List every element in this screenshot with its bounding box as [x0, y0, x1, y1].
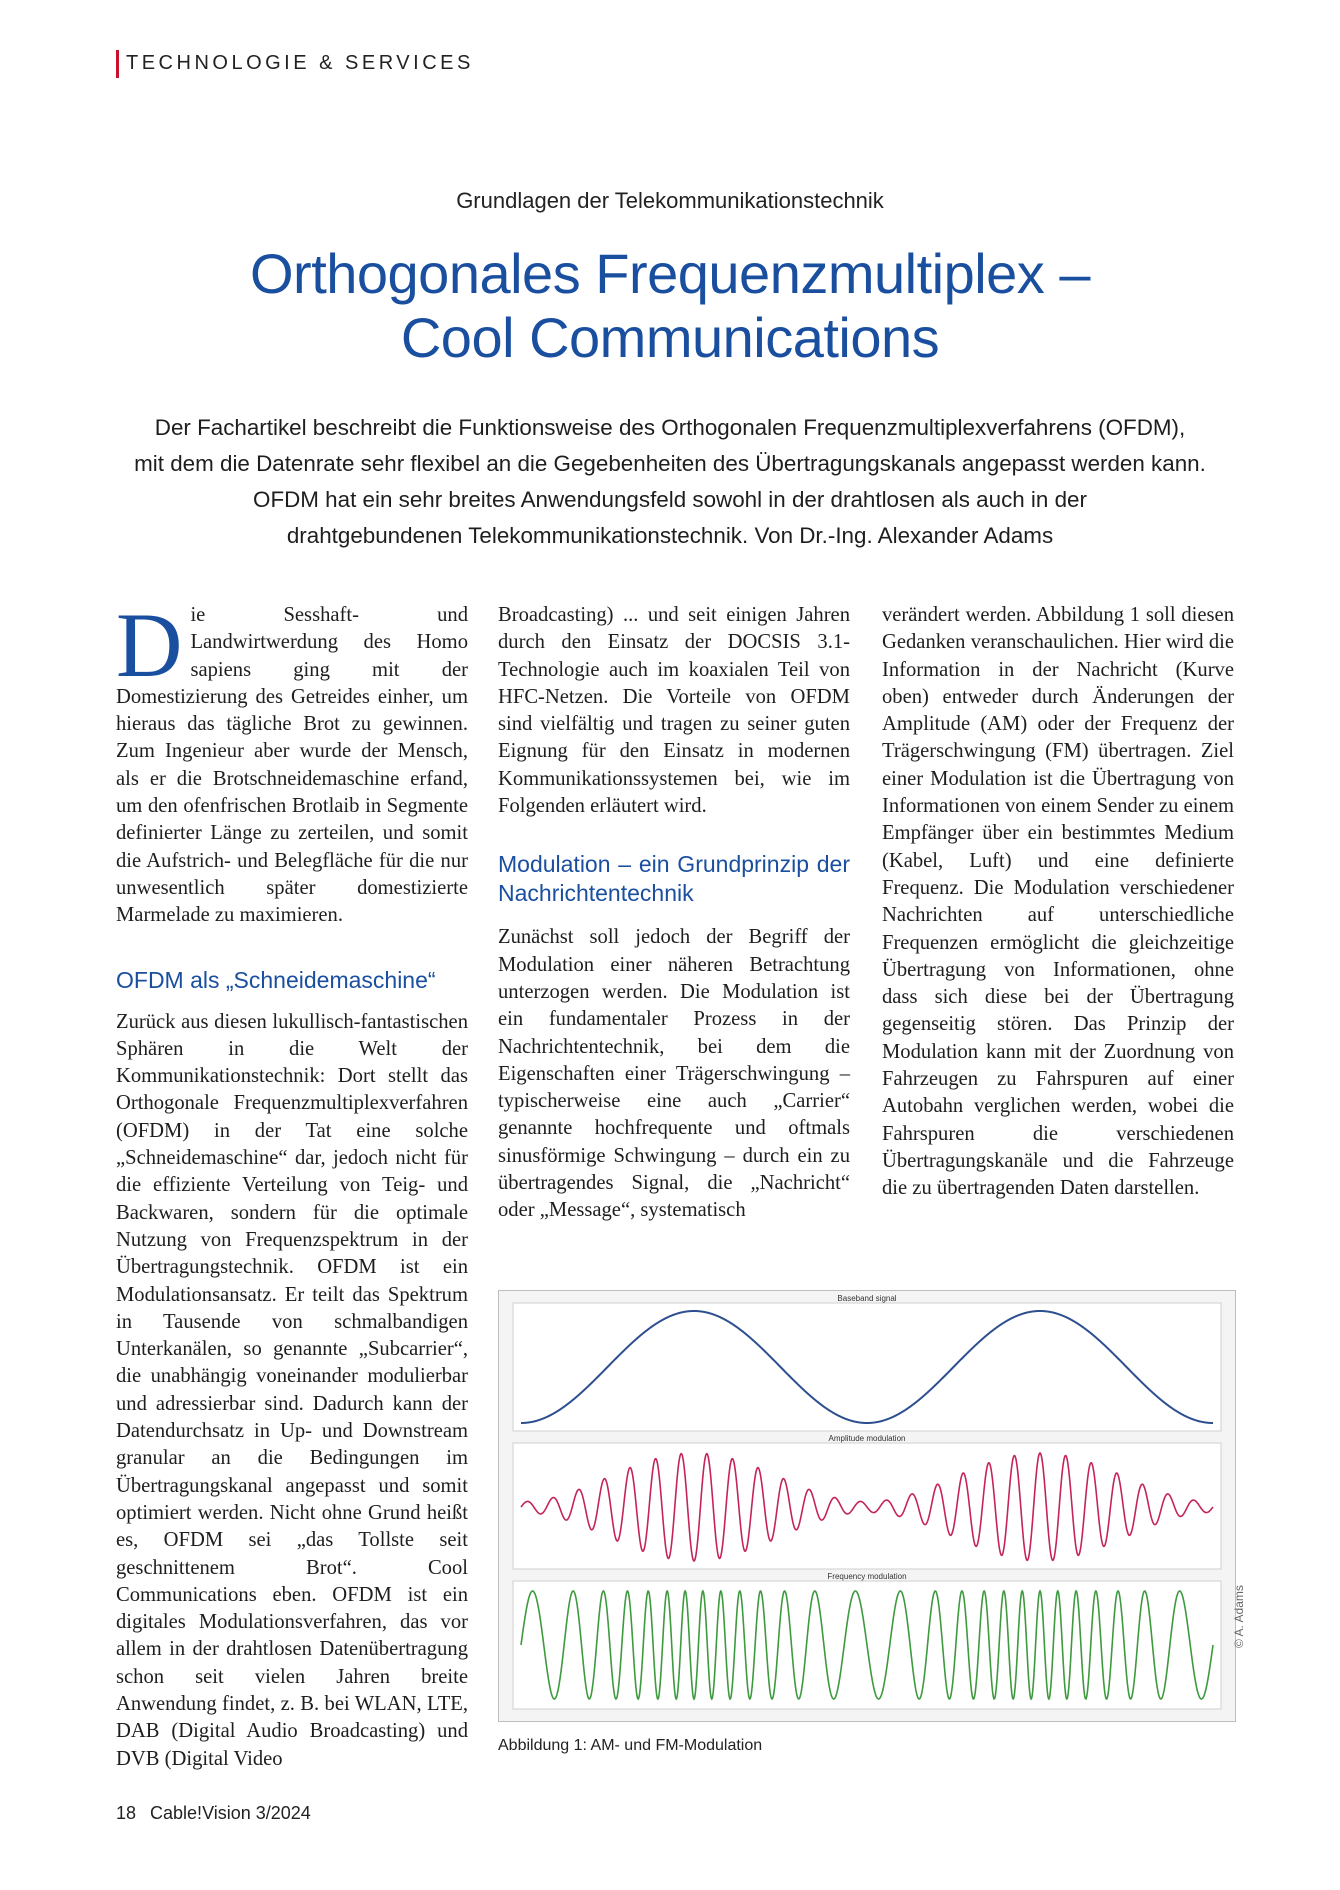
- lead-line: mit dem die Datenrate sehr flexibel an die Gegebenheiten des Übertragungskanals angepasst werden kann.: [134, 451, 1206, 476]
- article-title: [0, 242, 1340, 370]
- magazine-issue: Cable!Vision 3/2024: [150, 1803, 311, 1823]
- body-column-2: [498, 602, 850, 1225]
- section-marker: [116, 50, 119, 78]
- drop-cap: D: [116, 594, 183, 696]
- title-line-2: Cool Communications: [400, 306, 940, 369]
- body-paragraph: Zunächst soll jedoch der Begriff der Modulation einer näheren Betrachtung unterzogen werden. Die Modulation ist ein fundamentaler Prozess in der Nachrichtentechnik, bei dem die Eigenschaften einer Trägerschwingung – typischerweise eine auch „Carrier“ genannte hochfrequente und oftmals sinusförmige Schwingung – durch ein zu übertragendes Signal, die „Nachricht“ oder „Message“, systematisch: [498, 926, 850, 1222]
- subheading-modulation: Modulation – ein Grundprinzip der Nachrichtentechnik: [498, 851, 850, 907]
- panel-title-am: Amplitude modulation: [828, 1434, 906, 1443]
- body-paragraph: Zurück aus diesen lukullisch-fantastischen Sphären in die Welt der Kommunikationstechnik: Dort stellt das Orthogonale Frequenzmultiplexverfahren (OFDM) in der Tat eine solche „Schneidemaschine“ dar, jedoch nicht für die effiziente Verteilung von Teig- und Backwaren, sondern für die optimale Nutzung von Frequenzspektrum in der Übertragungstechnik. OFDM ist ein Modulationsansatz. Er teilt das Spektrum in Tausende von schmalbandigen Unterkanälen, so genannte „Subcarrier“, die unabhängig voneinander modulierbar und adressierbar sind. Dadurch kann der Datendurchsatz in Up- und Downstream granular an die Bedingungen im Übertragungskanal angepasst und somit optimiert werden. Nicht ohne Grund heißt es, OFDM sei „das Tollste seit geschnittenem Brot“. Cool Communications eben. OFDM ist ein digitales Modulationsverfahren, das vor allem in der drahtlosen Datenübertragung schon seit vielen Jahren breite Anwendung findet, z. B. bei WLAN, LTE, DAB (Digital Audio Broadcasting) und DVB (Digital Video: [116, 1010, 468, 1770]
- lead-line: OFDM hat ein sehr breites Anwendungsfeld sowohl in der drahtlosen als auch in der: [253, 487, 1087, 512]
- figure-modulation: [498, 1290, 1236, 1722]
- image-credit: © A. Adams: [1232, 1585, 1246, 1648]
- section-label: TECHNOLOGIE & SERVICES: [126, 52, 474, 74]
- body-column-1: [116, 594, 468, 1773]
- modulation-chart: [499, 1291, 1235, 1721]
- article-kicker: Grundlagen der Telekommunikationstechnik: [456, 188, 884, 213]
- body-paragraph: verändert werden. Abbildung 1 soll diesen Gedanken veranschaulichen. Hier wird die Information in der Nachricht (Kurve oben) entweder durch Änderungen der Amplitude (AM) oder der Frequenz der Trägerschwingung (FM) übertragen. Ziel einer Modulation ist die Übertragung von Informationen von einem Sender zu einem Empfänger über ein bestimmtes Medium (Kabel, Luft) und eine definierte Frequenz. Die Modulation verschiedener Nachrichten auf unterschiedliche Frequenzen ermöglicht die gleichzeitige Übertragung von Informationen, ohne dass sich diese bei der Übertragung gegenseitig stören. Das Prinzip der Modulation kann mit der Zuordnung von Fahrzeugen zu Fahrspuren auf einer Autobahn verglichen werden, wobei die Fahrspuren die verschiedenen Übertragungskanäle und die Fahrzeuge die zu übertragenden Daten darstellen.: [882, 604, 1234, 1200]
- body-column-3: [882, 602, 1234, 1203]
- subheading-ofdm: OFDM als „Schneidemaschine“: [116, 966, 436, 993]
- title-line-1: Orthogonales Frequenzmultiplex –: [249, 242, 1091, 305]
- panel-title-baseband: Baseband signal: [837, 1294, 897, 1303]
- article-lead: [120, 410, 1220, 554]
- page-footer: [116, 1803, 325, 1824]
- panel-baseband: [513, 1303, 1221, 1431]
- body-paragraph: Broadcasting) ... und seit einigen Jahren durch den Einsatz der DOCSIS 3.1-Technologie auch im koaxialen Teil von HFC-Netzen. Die Vorteile von OFDM sind vielfältig und tragen zu seiner guten Eignung für den Einsatz in modernen Kommunikationssystemen bei, wie im Folgenden erläutert wird.: [498, 604, 850, 818]
- panel-title-fm: Frequency modulation: [827, 1572, 907, 1581]
- lead-line: drahtgebundenen Telekommunikationstechnik. Von Dr.-Ing. Alexander Adams: [286, 523, 1054, 548]
- lead-line: Der Fachartikel beschreibt die Funktionsweise des Orthogonalen Frequenzmultiplexverfahrens (OFDM),: [154, 415, 1186, 440]
- figure-caption: Abbildung 1: AM- und FM-Modulation: [498, 1737, 763, 1754]
- page-number: 18: [116, 1803, 137, 1823]
- body-paragraph: Die Sesshaft- und Landwirtwerdung des Homo sapiens ging mit der Domestizierung des Getreides einher, um hieraus das tägliche Brot zu gewinnen. Zum Ingenieur aber wurde der Mensch, als er die Brotschneidemaschine erfand, um den ofenfrischen Brotlaib in Segmente definierter Länge zu zerteilen, und somit die Aufstrich- und Belegfläche für die nur unwesentlich später domestizierte Marmelade zu maximieren.: [116, 594, 468, 927]
